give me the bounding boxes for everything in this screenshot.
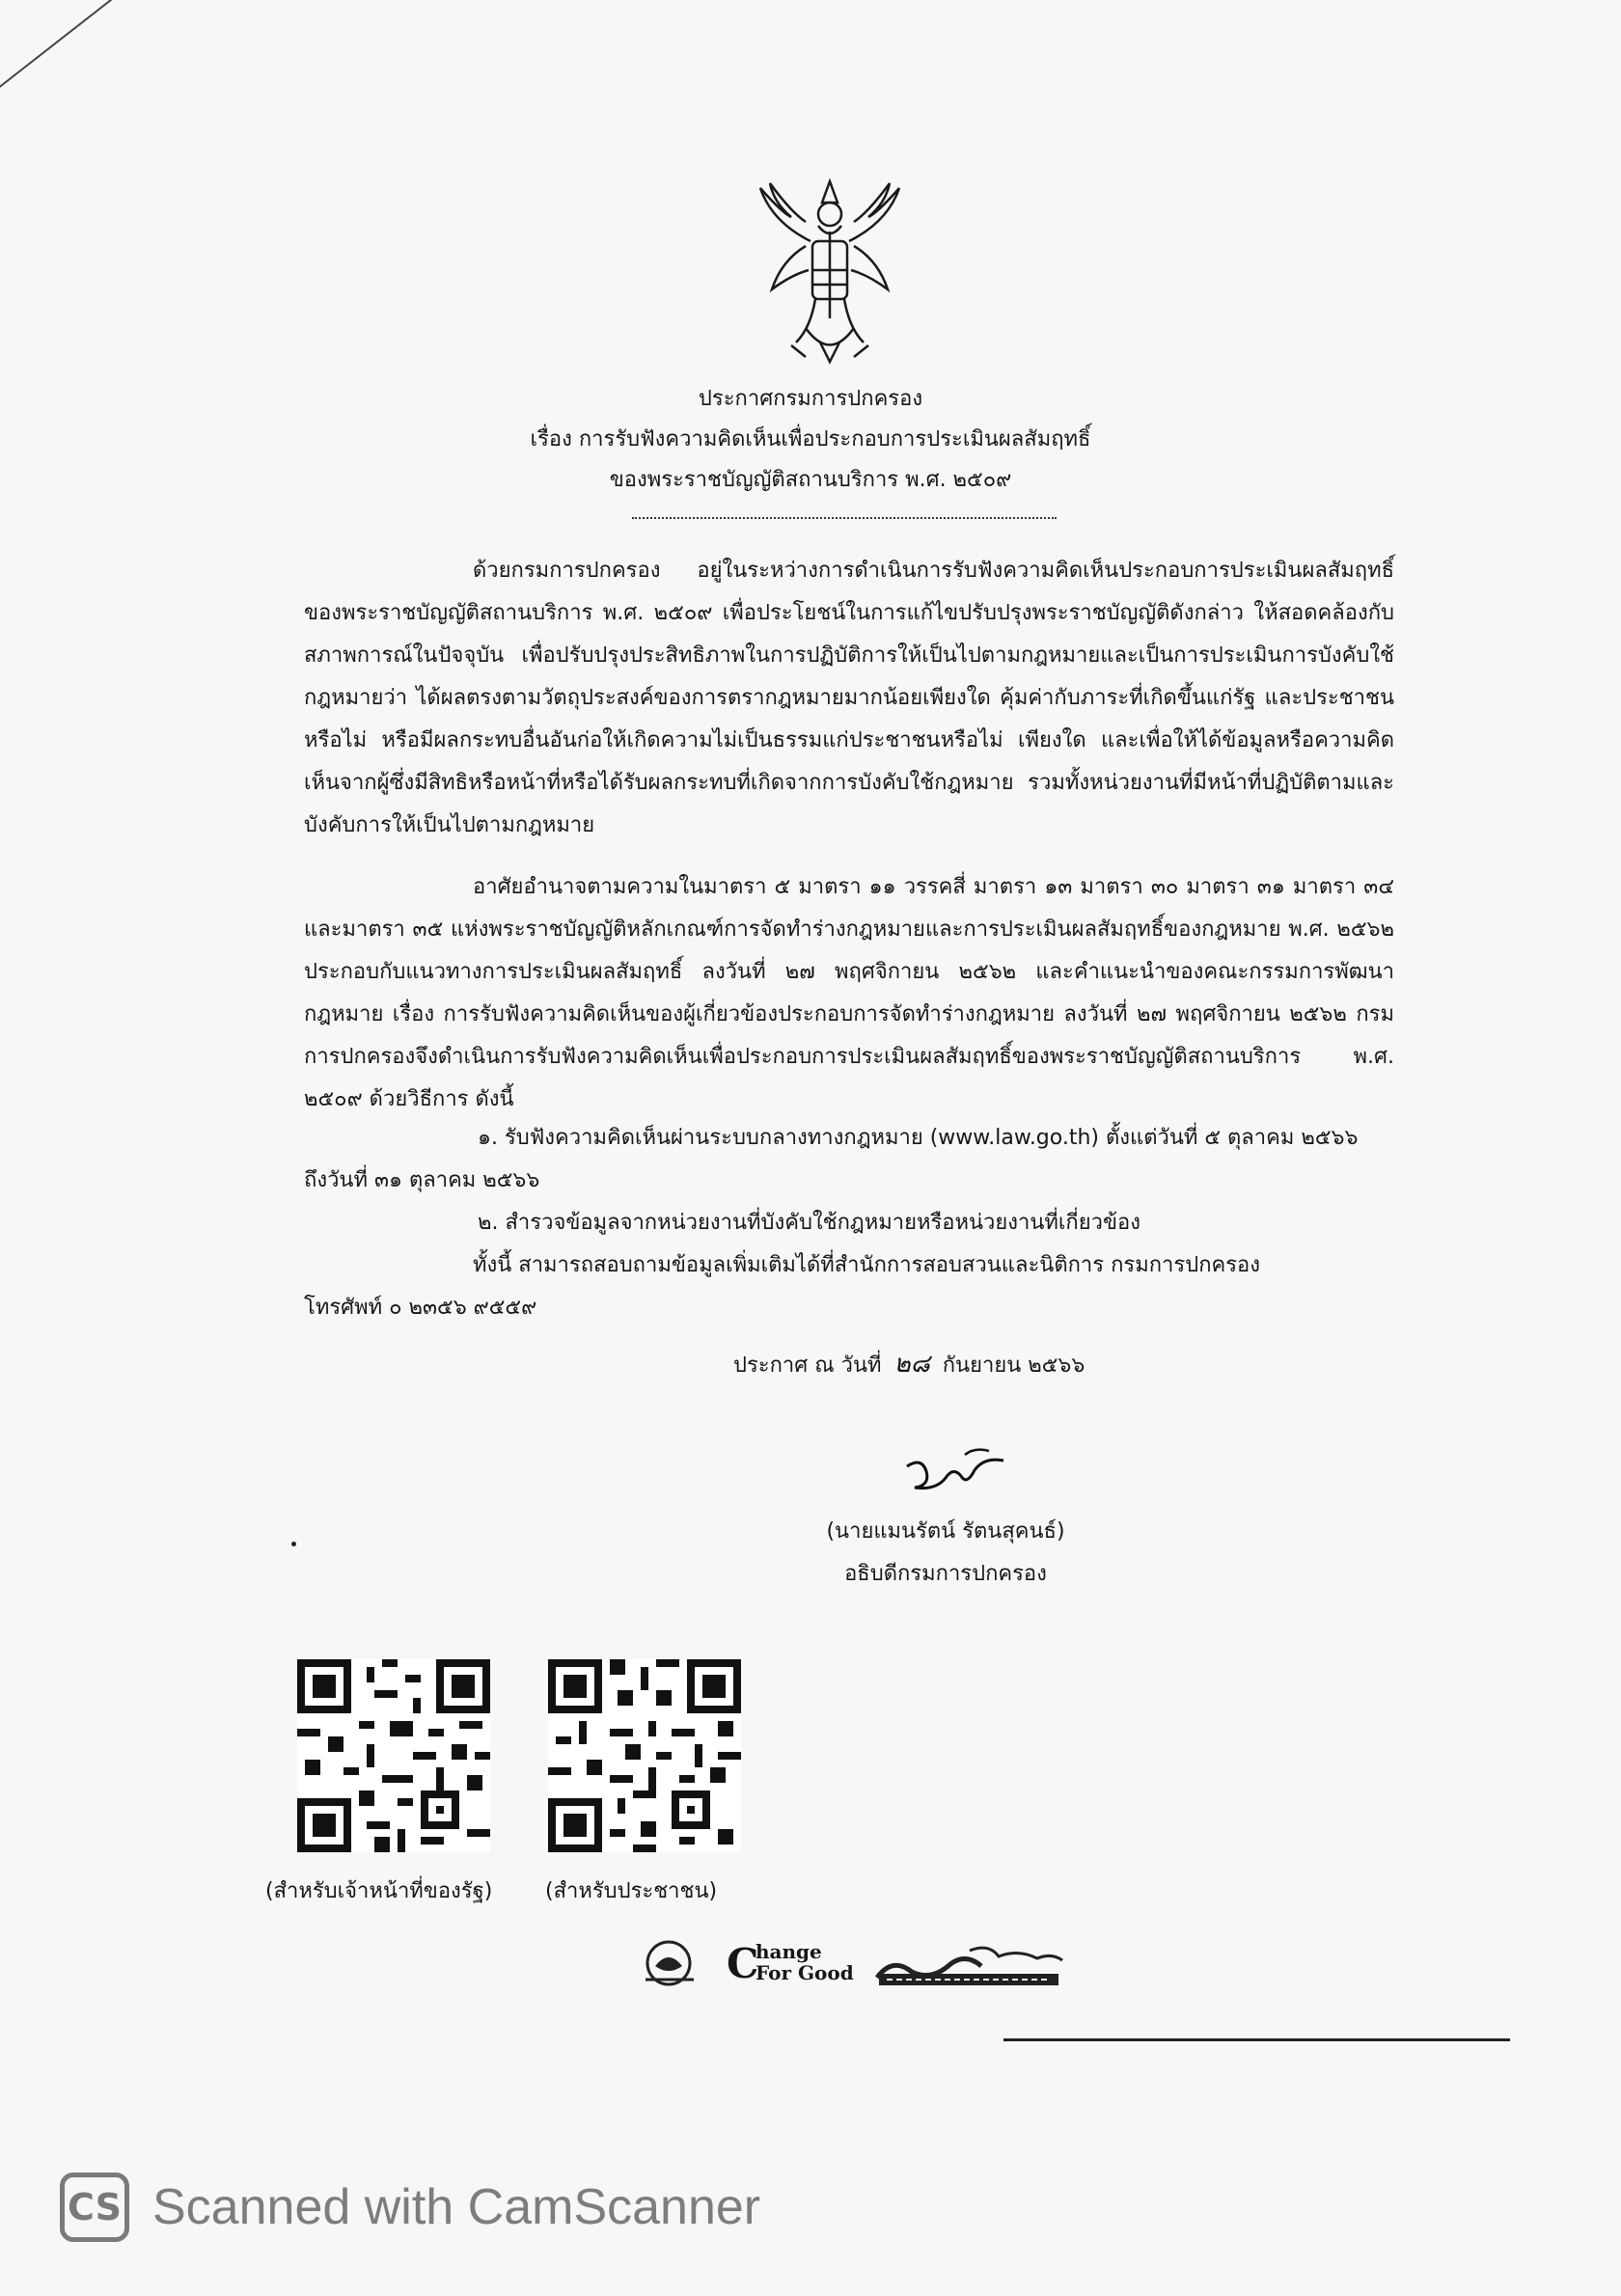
- method-item-1-continued: ถึงวันที่ ๓๑ ตุลาคม ๒๕๖๖: [304, 1168, 540, 1192]
- announcement-date: [733, 1343, 1085, 1387]
- camscanner-logo-icon: CS: [60, 2173, 129, 2242]
- change-for-good-line1: hange: [756, 1940, 822, 1963]
- announcement-title: ประกาศกรมการปกครอง: [698, 387, 923, 411]
- method-item-1: ๑. รับฟังความคิดเห็นผ่านระบบกลางทางกฎหมาย (www.law.go.th) ตั้งแต่วันที่ ๕ ตุลาคม ๒๕๖๖: [478, 1126, 1359, 1150]
- header-dotted-divider: [632, 517, 1057, 519]
- signatory-title: อธิบดีกรมการปกครอง: [844, 1562, 1047, 1586]
- announcement-date-month-year: กันยายน ๒๕๖๖: [942, 1353, 1085, 1378]
- contact-phone: โทรศัพท์ ๐ ๒๓๕๖ ๙๕๕๙: [304, 1296, 537, 1320]
- change-for-good-line2: For Good: [756, 1961, 854, 1984]
- contact-info: ทั้งนี้ สามารถสอบถามข้อมูลเพิ่มเติมได้ที่สำนักการสอบสวนและนิติการ กรมการปกครอง: [473, 1253, 1260, 1277]
- paragraph-authority: อาศัยอำนาจตามความในมาตรา ๕ มาตรา ๑๑ วรรคสี่ มาตรา ๑๓ มาตรา ๓๐ มาตรา ๓๑ มาตรา ๓๔ และมาตรา ๓๕ แห่งพระราชบัญญัติหลักเกณฑ์การจัดทำร่างกฎหมายและการประเมินผลสัมฤทธิ์ของกฎหมาย พ.ศ. ๒๕๖๒ ประกอบกับแนวทางการประเมินผลสัมฤทธิ์ ลงวันที่ ๒๗ พฤศจิกายน ๒๕๖๒ และคำแนะนำของคณะกรรมการพัฒนากฎหมาย เรื่อง การรับฟังความคิดเห็นของผู้เกี่ยวข้องประกอบการจัดทำร่างกฎหมาย ลงวันที่ ๒๗ พฤศจิกายน ๒๕๖๒ กรมการปกครองจึงดำเนินการรับฟังความคิดเห็นเพื่อประกอบการประเมินผลสัมฤทธิ์ของพระราชบัญญัติสถานบริการ พ.ศ. ๒๕๐๙ ด้วยวิธีการ ดังนี้: [304, 875, 1394, 1111]
- change-for-good-logo: [727, 1939, 862, 1987]
- department-seal-icon: [642, 1937, 698, 1989]
- dopa-slogan-logo: [873, 1939, 1066, 1989]
- qr-caption-officials: (สำหรับเจ้าหน้าที่ของรัฐ): [265, 1879, 493, 1903]
- signatory-name: (นายแมนรัตน์ รัตนสุคนธ์): [826, 1519, 1065, 1544]
- scan-edge-line: [0, 0, 152, 118]
- camscanner-watermark: [60, 2171, 928, 2244]
- qr-code-public[interactable]: [548, 1659, 741, 1852]
- handwritten-signature: [897, 1437, 1013, 1505]
- garuda-emblem-icon: [753, 174, 907, 367]
- qr-code-officials[interactable]: [297, 1659, 490, 1852]
- camscanner-text: Scanned with CamScanner: [152, 2179, 761, 2235]
- announcement-date-prefix: ประกาศ ณ วันที่: [733, 1353, 882, 1378]
- qr-caption-public: (สำหรับประชาชน): [545, 1879, 718, 1903]
- paragraph-purpose: ด้วยกรมการปกครอง อยู่ในระหว่างการดำเนินการรับฟังความคิดเห็นประกอบการประเมินผลสัมฤทธิ์ของพระราชบัญญัติสถานบริการ พ.ศ. ๒๕๐๙ เพื่อประโยชน์ในการแก้ไขปรับปรุงพระราชบัญญัติดังกล่าว ให้สอดคล้องกับสภาพการณ์ในปัจจุบัน เพื่อปรับปรุงประสิทธิภาพในการปฏิบัติการให้เป็นไปตามกฎหมายและเป็นการประเมินการบังคับใช้กฎหมายว่า ได้ผลตรงตามวัตถุประสงค์ของการตรากฎหมายมากน้อยเพียงใด คุ้มค่ากับภาระที่เกิดขึ้นแก่รัฐ และประชาชนหรือไม่ หรือมีผลกระทบอื่นอันก่อให้เกิดความไม่เป็นธรรมแก่ประชาชนหรือไม่ เพียงใด และเพื่อให้ได้ข้อมูลหรือความคิดเห็นจากผู้ซึ่งมีสิทธิหรือหน้าที่หรือได้รับผลกระทบที่เกิดจากการบังคับใช้กฎหมาย รวมทั้งหน่วยงานที่มีหน้าที่ปฏิบัติตามและบังคับการให้เป็นไปตามกฎหมาย: [304, 559, 1394, 837]
- speck-dot: [291, 1542, 296, 1546]
- change-for-good-initial: C: [727, 1940, 759, 1987]
- method-item-2: ๒. สำรวจข้อมูลจากหน่วยงานที่บังคับใช้กฎหมายหรือหน่วยงานที่เกี่ยวข้อง: [478, 1211, 1140, 1235]
- logo-strip: [642, 1929, 1066, 1997]
- bottom-rule: [1003, 2038, 1510, 2041]
- announcement-date-day: ๒๘: [893, 1350, 930, 1379]
- announcement-subject-act: ของพระราชบัญญัติสถานบริการ พ.ศ. ๒๕๐๙: [609, 468, 1012, 492]
- announcement-subject: เรื่อง การรับฟังความคิดเห็นเพื่อประกอบการประเมินผลสัมฤทธิ์: [530, 427, 1091, 451]
